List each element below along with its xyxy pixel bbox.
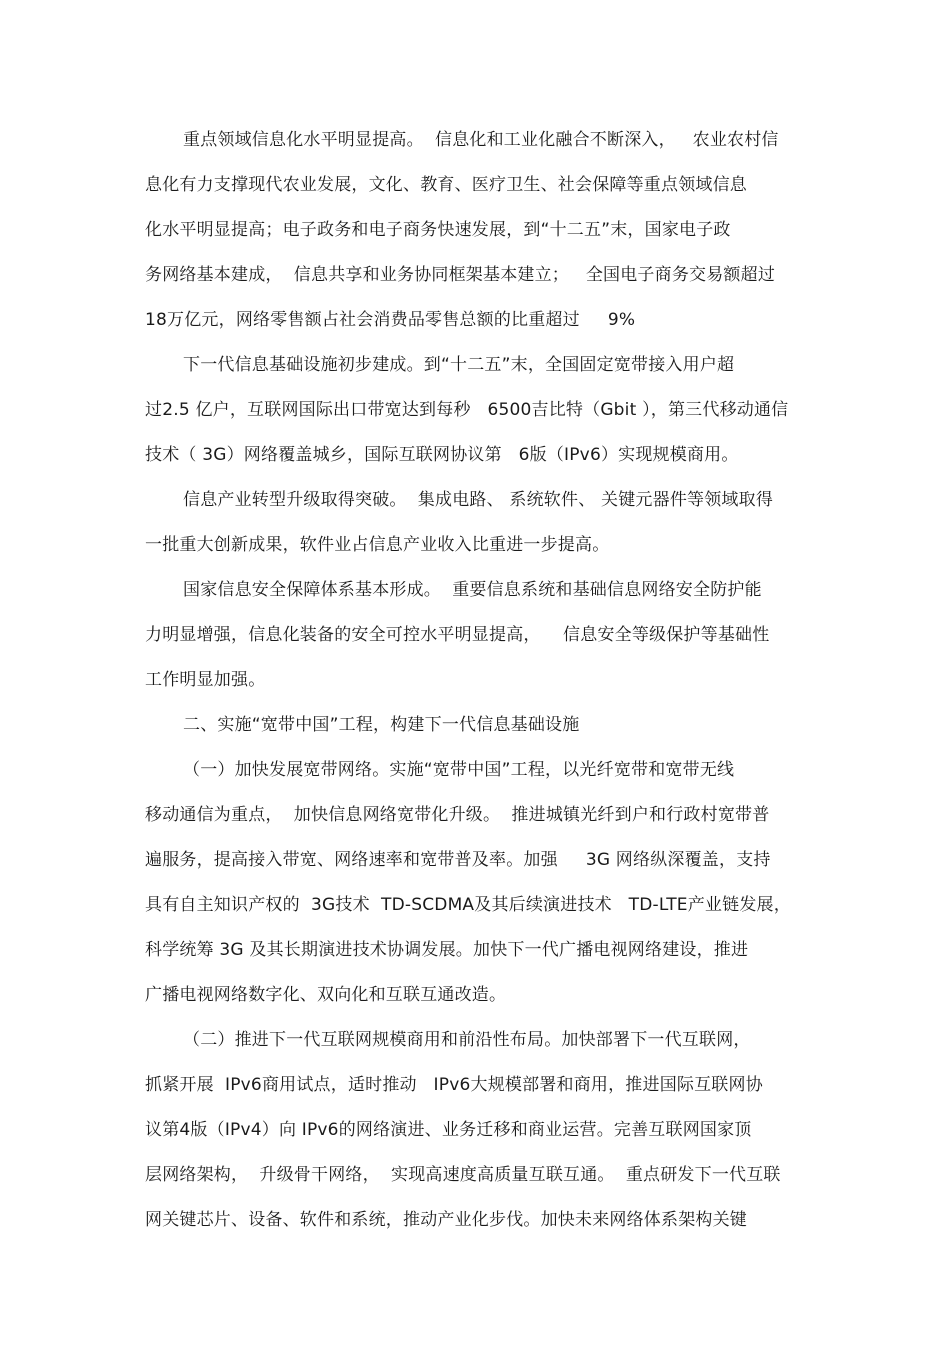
- text-line-19: 科学统筹 3G 及其长期演进技术协调发展。加快下一代广播电视网络建设，推进: [145, 940, 749, 960]
- text-line-21: （二）推进下一代互联网规模商用和前沿性布局。加快部署下一代互联网，: [183, 1030, 751, 1050]
- text-line-10: 一批重大创新成果，软件业占信息产业收入比重进一步提高。: [145, 535, 610, 555]
- text-line-15: （一）加快发展宽带网络。实施“宽带中国”工程，以光纤宽带和宽带无线: [183, 760, 735, 780]
- text-line-2: 息化有力支撑现代农业发展，文化、教育、医疗卫生、社会保障等重点领域信息: [145, 175, 747, 195]
- text-line-22: 抓紧开展 IPv6商用试点，适时推动 IPv6大规模部署和商用，推进国际互联网协: [145, 1075, 763, 1095]
- text-line-18: 具有自主知识产权的 3G技术 TD-SCDMA及其后续演进技术 TD-LTE产业链发展，: [145, 895, 791, 915]
- text-line-1: 重点领域信息化水平明显提高。 信息化和工业化融合不断深入， 农业农村信: [183, 130, 779, 150]
- text-line-9: 信息产业转型升级取得突破。 集成电路、 系统软件、 关键元器件等领域取得: [183, 490, 774, 510]
- text-line-4: 务网络基本建成， 信息共享和业务协同框架基本建立； 全国电子商务交易额超过: [145, 265, 776, 285]
- text-line-6: 下一代信息基础设施初步建成。到“十二五”末，全国固定宽带接入用户超: [183, 355, 735, 375]
- text-line-3: 化水平明显提高；电子政务和电子商务快速发展，到“十二五”末，国家电子政: [145, 220, 731, 240]
- text-line-13: 工作明显加强。: [145, 670, 266, 690]
- text-line-5: 18万亿元，网络零售额占社会消费品零售总额的比重超过 9%: [145, 310, 636, 330]
- text-line-11: 国家信息安全保障体系基本形成。 重要信息系统和基础信息网络安全防护能: [183, 580, 762, 600]
- section-heading: 二、实施“宽带中国”工程，构建下一代信息基础设施: [183, 715, 580, 735]
- text-line-23: 议第4版（IPv4）向 IPv6的网络演进、业务迁移和商业运营。完善互联网国家顶: [145, 1120, 752, 1140]
- text-line-7: 过2.5 亿户，互联网国际出口带宽达到每秒 6500吉比特（Gbit ），第三代移动通信: [145, 400, 789, 420]
- text-line-8: 技术（ 3G）网络覆盖城乡，国际互联网协议第 6版（IPv6）实现规模商用。: [145, 445, 739, 465]
- text-line-24: 层网络架构， 升级骨干网络， 实现高速度高质量互联互通。 重点研发下一代互联: [145, 1165, 781, 1185]
- text-line-20: 广播电视网络数字化、双向化和互联互通改造。: [145, 985, 507, 1005]
- text-line-17: 遍服务，提高接入带宽、网络速率和宽带普及率。加强 3G 网络纵深覆盖，支持: [145, 850, 771, 870]
- text-line-16: 移动通信为重点， 加快信息网络宽带化升级。 推进城镇光纤到户和行政村宽带普: [145, 805, 770, 825]
- text-line-25: 网关键芯片、设备、软件和系统，推动产业化步伐。加快未来网络体系架构关键: [145, 1210, 747, 1230]
- text-line-12: 力明显增强，信息化装备的安全可控水平明显提高， 信息安全等级保护等基础性: [145, 625, 770, 645]
